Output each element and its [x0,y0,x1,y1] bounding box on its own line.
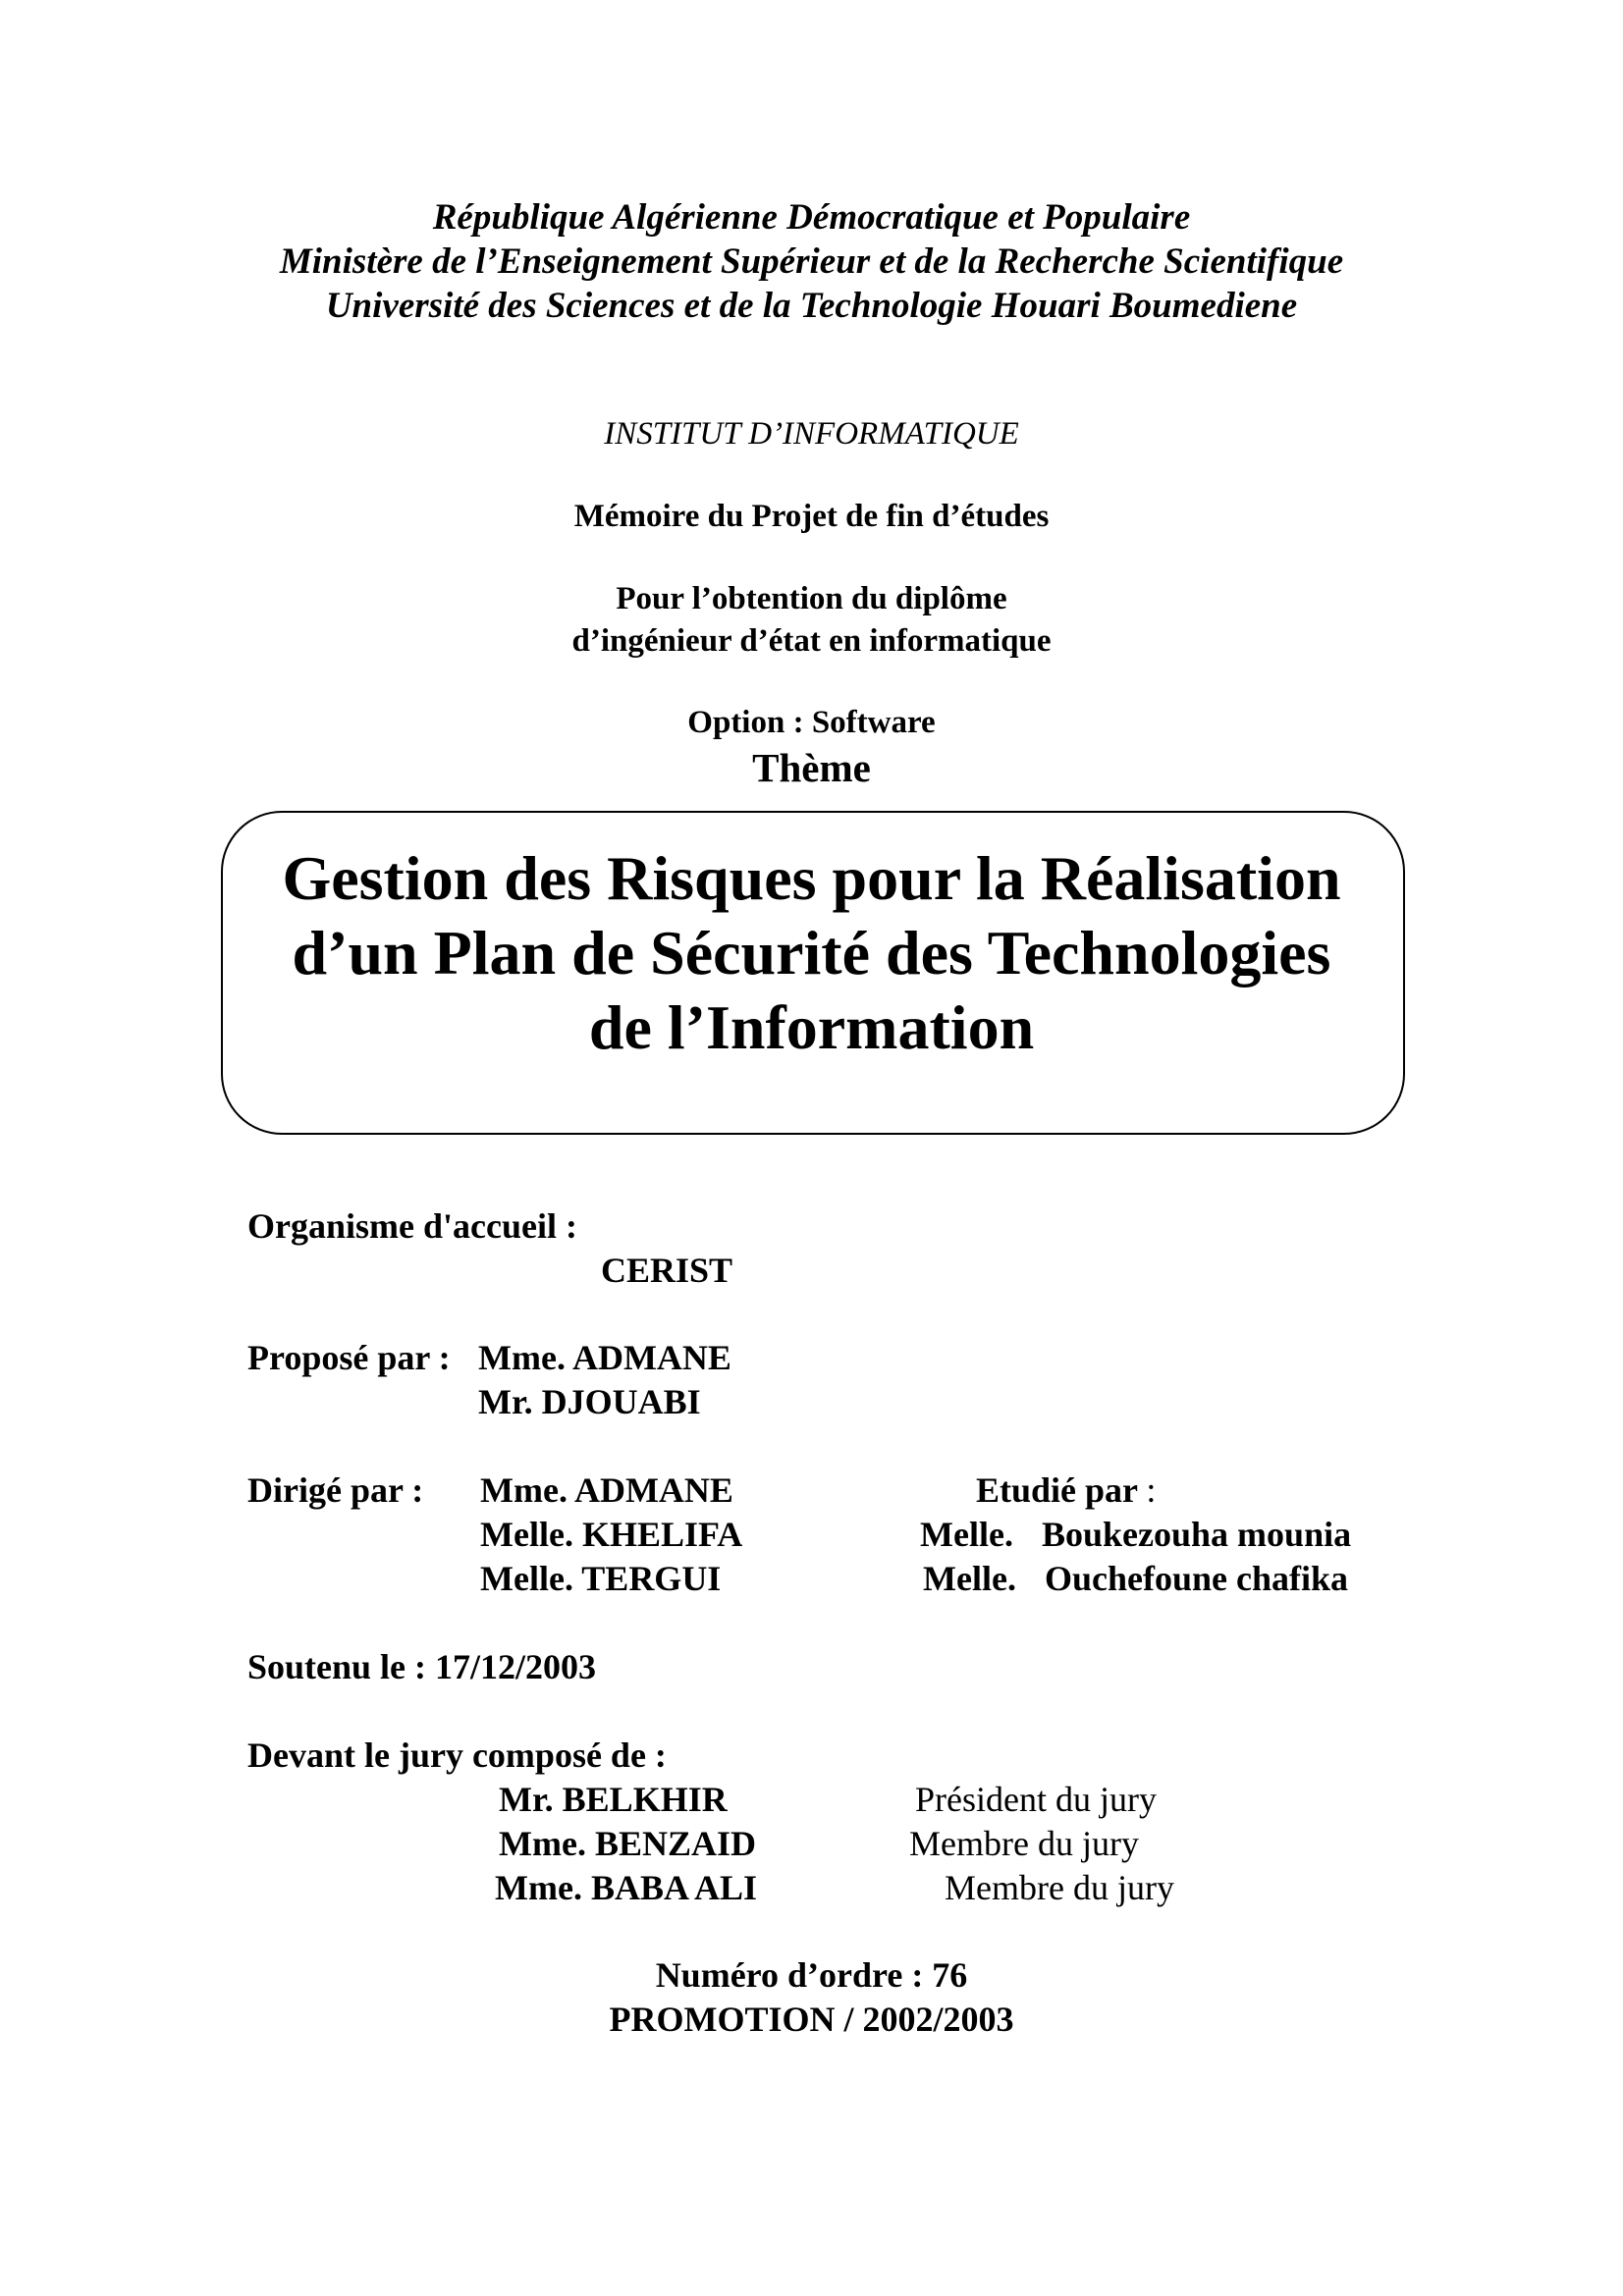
title-line-2: d’un Plan de Sécurité des Technologies [292,918,1331,988]
dirige-name-3: Melle. TERGUI [480,1559,722,1598]
jury-label: Devant le jury composé de : [247,1735,667,1775]
promotion: PROMOTION / 2002/2003 [609,2000,1014,2039]
institute-name: INSTITUT D’INFORMATIQUE [604,416,1019,452]
etudie-label-colon: : [1146,1470,1157,1510]
propose-name-1: Mme. ADMANE [478,1338,731,1377]
dirige-name-1: Mme. ADMANE [480,1470,733,1510]
propose-name-2: Mr. DJOUABI [478,1382,701,1421]
diploma-line-2: d’ingénieur d’état en informatique [571,623,1052,659]
jury-member-3-name: Mme. BABA ALI [495,1868,758,1907]
student-2-name: Ouchefoune chafika [1045,1559,1349,1598]
dirige-name-2: Melle. KHELIFA [480,1515,743,1554]
option-label: Option : Software [687,705,936,740]
header-republic: République Algérienne Démocratique et Populaire [432,197,1191,238]
dirige-label: Dirigé par : [247,1470,424,1510]
memoire-label: Mémoire du Projet de fin d’études [573,499,1050,534]
jury-member-1-name: Mr. BELKHIR [499,1780,728,1819]
header-ministry: Ministère de l’Enseignement Supérieur et de la Recherche Scientifique [279,241,1344,282]
title-line-1: Gestion des Risques pour la Réalisation [282,843,1341,913]
jury-member-1-role: Président du jury [915,1780,1157,1819]
etudie-label-text: Etudié par [976,1470,1138,1510]
etudie-label [976,1469,1156,1511]
title-line-3: de l’Information [588,992,1035,1062]
numero-ordre: Numéro d’ordre : 76 [655,1955,968,1995]
propose-label: Proposé par : [247,1338,451,1377]
student-1-title: Melle. [920,1515,1013,1554]
theme-label: Thème [752,745,871,790]
student-2-title: Melle. [923,1559,1016,1598]
student-1-name: Boukezouha mounia [1042,1515,1352,1554]
organisme-label: Organisme d'accueil : [247,1206,577,1246]
header-university: Université des Sciences et de la Technologie Houari Boumediene [325,286,1298,326]
organisme-value: CERIST [601,1251,733,1290]
soutenu-date: Soutenu le : 17/12/2003 [247,1647,597,1686]
jury-member-2-role: Membre du jury [909,1824,1139,1863]
jury-member-3-role: Membre du jury [945,1868,1174,1907]
diploma-line-1: Pour l’obtention du diplôme [616,581,1007,616]
jury-member-2-name: Mme. BENZAID [499,1824,756,1863]
